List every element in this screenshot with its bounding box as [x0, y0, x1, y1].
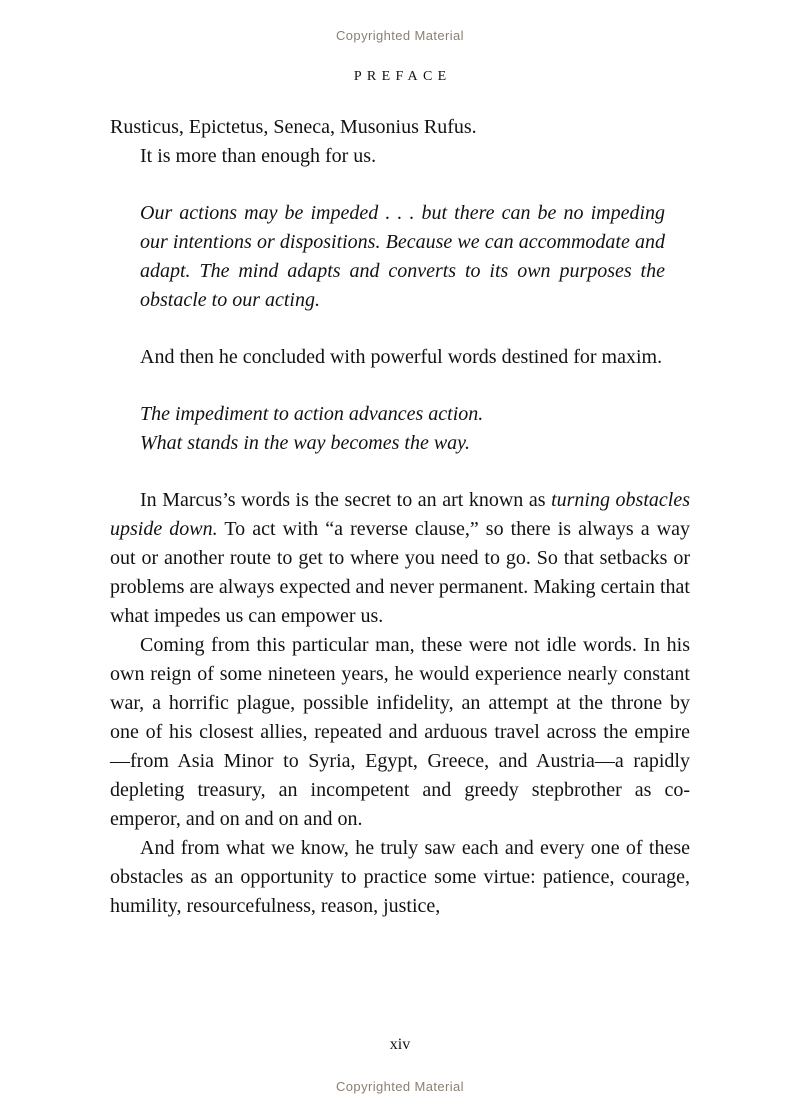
paragraph-short: It is more than enough for us. — [140, 145, 377, 167]
chapter-header: PREFACE — [353, 69, 452, 84]
paragraph-3 — [110, 486, 690, 631]
copyright-notice-bottom: Copyrighted Material — [336, 1079, 464, 1094]
copyright-notice-top: Copyrighted Material — [336, 28, 464, 43]
paragraph-continuation: Rusticus, Epictetus, Seneca, Musonius Rufus. — [110, 116, 477, 138]
quote-line-1: The impediment to action advances action. — [140, 403, 484, 425]
paragraph-5: And from what we know, he truly saw each and every one of these obstacles as an opportunity to practice some virtue: patience, courage, humility, resourcefulness, reason, justice, — [110, 837, 690, 917]
page-number: xiv — [389, 1036, 411, 1053]
paragraph-3-text-end: To act with “a reverse clause,” so there is always a way out or another route to get to where you need to go. So that setbacks or problems are always expected and never permanent. Making certain that what impedes us can empower us. — [110, 518, 690, 627]
paragraph-4: Coming from this particular man, these were not idle words. In his own reign of some nineteen years, he would experience nearly constant war, a horrific plague, possible infidelity, an attempt at the throne by one of his closest allies, repeated and arduous travel across the empire—from Asia Minor to Syria, Egypt, Greece, and Austria—a rapidly depleting treasury, an incompetent and greedy stepbrother as co-emperor, and on and on and on. — [110, 634, 690, 830]
paragraph-3-italic-phrase: turning obstacles upside down. — [110, 489, 690, 540]
block-quote-2 — [140, 400, 665, 458]
paragraph-2: And then he concluded with powerful words destined for maxim. — [140, 346, 663, 368]
block-quote-1: Our actions may be impeded . . . but there can be no impeding our intentions or dispositions. Because we can accommodate and adapt. The mind adapts and converts to its own purposes the obstacle to our acting. — [140, 202, 665, 311]
text-block — [110, 113, 690, 921]
quote-line-2: What stands in the way becomes the way. — [140, 432, 470, 454]
paragraph-3-text-start: In Marcus’s words is the secret to an art known as — [140, 489, 552, 511]
